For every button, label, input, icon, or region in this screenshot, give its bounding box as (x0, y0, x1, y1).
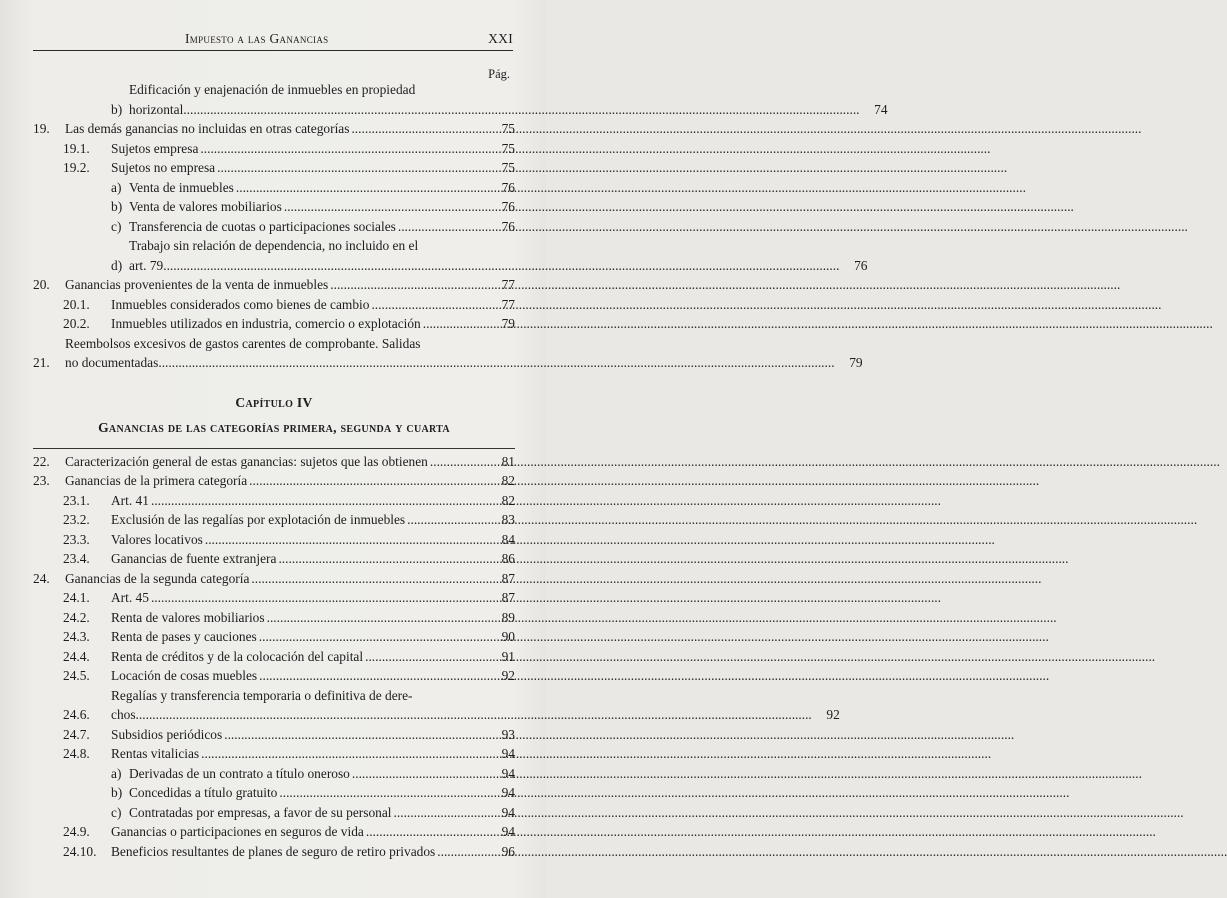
entry-title-line (129, 100, 860, 120)
entry-title (65, 334, 835, 373)
entry-page: 82 (501, 473, 515, 488)
toc-entry[interactable] (33, 783, 515, 803)
entry-title (111, 842, 487, 862)
entry-number: 23.4. (63, 551, 90, 566)
toc-entry[interactable] (33, 217, 515, 237)
entry-page: 89 (501, 609, 515, 625)
entry-page: 94 (501, 824, 515, 839)
running-title: Impuesto a las Ganancias (185, 31, 329, 46)
toc-entry[interactable] (33, 314, 515, 334)
entry-number: 24.1. (63, 590, 90, 605)
entry-title-line: Reembolsos excesivos de gastos carentes de comprobante. Salidas (65, 335, 421, 351)
leader-dots: .......................................................................................................................................................................................................... (183, 101, 860, 117)
entry-page: 77 (501, 277, 515, 292)
entry-title (129, 803, 487, 823)
entry-number: 24. (33, 570, 50, 586)
entry-title (129, 217, 487, 237)
entry-title-text: Ganancias de la primera categoría (65, 473, 248, 488)
toc-entry[interactable] (33, 275, 515, 295)
entry-title (111, 647, 487, 667)
entry-title-line: Edificación y enajenación de inmuebles en propiedad (129, 82, 416, 97)
entry-page: 79 (849, 355, 863, 370)
entry-title-text: Inmuebles considerados como bienes de cambio (111, 296, 370, 312)
leader-dots: .......................................................................................................................................................................................................... (163, 257, 840, 273)
entry-number: 23.2. (63, 512, 90, 527)
entry-number: b) (111, 199, 123, 214)
entry-page: 81 (501, 453, 515, 469)
entry-title-text: Contratadas por empresas, a favor de su personal (129, 804, 392, 820)
entry-title (111, 588, 487, 608)
entry-title (111, 627, 487, 647)
toc-section-top (33, 80, 888, 373)
entry-page: 94 (501, 746, 515, 761)
entry-page: 94 (501, 804, 515, 820)
entry-page: 96 (501, 843, 515, 859)
entry-title (111, 491, 487, 511)
entry-title-text: Venta de inmuebles (129, 179, 234, 195)
entry-title (111, 822, 487, 842)
entry-number: 24.5. (63, 668, 90, 683)
entry-title (111, 510, 487, 530)
toc-entry[interactable] (33, 295, 515, 315)
entry-page: 74 (874, 101, 888, 117)
entry-number: 24.10. (63, 843, 97, 859)
chapter-rule (33, 448, 515, 449)
entry-page: 87 (501, 590, 515, 605)
entry-page: 92 (826, 707, 840, 722)
entry-title (111, 295, 487, 315)
entry-title (129, 80, 860, 119)
entry-number: 24.7. (63, 726, 90, 742)
entry-number: 21. (33, 355, 50, 370)
entry-title (65, 471, 487, 491)
toc-entry[interactable] (33, 764, 515, 784)
entry-title (111, 686, 812, 725)
entry-number: 24.9. (63, 824, 90, 839)
toc-entry[interactable] (33, 549, 515, 569)
toc-entry[interactable] (33, 158, 515, 178)
entry-title (65, 275, 487, 295)
chapter-heading (33, 393, 515, 449)
entry-number: b) (111, 785, 123, 800)
entry-title (111, 530, 487, 550)
entry-title-line: Regalías y transferencia temporaria o definitiva de dere- (111, 687, 413, 703)
entry-page: 76 (501, 179, 515, 195)
toc-entry[interactable] (33, 530, 515, 550)
entry-title-text: Caracterización general de estas ganancias: sujetos que las obtienen (65, 453, 428, 469)
toc-entry[interactable] (33, 491, 515, 511)
toc-entry[interactable] (33, 744, 515, 764)
entry-number: 19. (33, 121, 50, 136)
chapter-title: Ganancias de las categorías primera, segunda y cuarta (98, 420, 450, 435)
entry-title-text: Art. 41 (111, 492, 149, 508)
entry-number: 20.2. (63, 316, 90, 331)
entry-number: a) (111, 179, 122, 195)
toc-entry[interactable] (33, 842, 515, 862)
entry-title-text: Ganancias o participaciones en seguros de vida (111, 824, 364, 839)
entry-title-text: Beneficios resultantes de planes de seguro de retiro privados (111, 843, 436, 859)
entry-page: 92 (501, 668, 515, 683)
entry-title-line: Trabajo sin relación de dependencia, no incluido en el (129, 238, 419, 253)
toc-entry[interactable] (33, 236, 868, 275)
entry-title (111, 549, 487, 569)
entry-title (129, 178, 487, 198)
entry-title-text: chos (111, 707, 136, 722)
toc-entry[interactable] (33, 197, 515, 217)
entry-page: 76 (501, 199, 515, 214)
entry-number: 24.2. (63, 609, 90, 625)
entry-title (129, 764, 487, 784)
entry-title-text: Subsidios periódicos (111, 726, 223, 742)
toc-entry[interactable] (33, 334, 863, 373)
toc-entry[interactable] (33, 686, 840, 725)
toc-entry[interactable] (33, 803, 515, 823)
entry-title (129, 197, 487, 217)
table-of-contents (33, 80, 888, 861)
entry-title-text: Concedidas a título gratuito (129, 785, 278, 800)
entry-page: 94 (501, 765, 515, 781)
entry-page: 86 (501, 551, 515, 566)
entry-title (111, 725, 487, 745)
entry-title-line (111, 705, 812, 725)
entry-page: 93 (501, 726, 515, 742)
entry-title (111, 744, 487, 764)
toc-entry[interactable] (33, 119, 515, 139)
entry-title (129, 236, 839, 275)
toc-entry[interactable] (33, 822, 515, 842)
entry-title-text: Art. 45 (111, 590, 149, 605)
header-rule (33, 50, 513, 51)
entry-title-text: Renta de pases y cauciones (111, 629, 257, 644)
toc-entry[interactable] (33, 725, 515, 745)
entry-number: 23. (33, 473, 50, 488)
entry-title (65, 569, 487, 589)
entry-title (65, 452, 487, 472)
chapter-label: Capítulo IV (235, 394, 313, 410)
toc-entry[interactable] (33, 80, 888, 119)
toc-entry[interactable] (33, 139, 515, 159)
leader-dots: .......................................................................................................................................................................................................... (158, 355, 835, 370)
entry-number: a) (111, 765, 122, 781)
toc-entry[interactable] (33, 588, 515, 608)
toc-entry[interactable] (33, 569, 515, 589)
entry-number: b) (111, 101, 123, 117)
entry-number: 24.8. (63, 746, 90, 761)
entry-page: 94 (501, 785, 515, 800)
entry-title-text: art. 79 (129, 257, 164, 273)
entry-title-text: Sujetos no empresa (111, 160, 216, 175)
entry-page: 91 (501, 648, 515, 664)
entry-title-text: Rentas vitalicias (111, 746, 200, 761)
toc-section-bottom (33, 452, 840, 862)
entry-number: 20. (33, 277, 50, 292)
entry-title-text: Renta de créditos y de la colocación del capital (111, 648, 364, 664)
entry-title (111, 139, 487, 159)
entry-number: 19.2. (63, 160, 90, 175)
entry-title-text: Ganancias de la segunda categoría (65, 570, 250, 586)
entry-number: 24.4. (63, 648, 90, 664)
entry-title-text: Las demás ganancias no incluidas en otras categorías (65, 121, 350, 136)
entry-number: 24.3. (63, 629, 90, 644)
entry-number: 22. (33, 453, 50, 469)
entry-number: 20.1. (63, 296, 90, 312)
toc-entry[interactable] (33, 452, 515, 472)
entry-page: 82 (501, 492, 515, 508)
entry-title-line (65, 353, 835, 373)
toc-entry[interactable] (33, 471, 515, 491)
entry-title-text: Inmuebles utilizados en industria, comercio o explotación (111, 316, 421, 331)
entry-page: 75 (501, 140, 515, 156)
entry-number: 23.1. (63, 492, 90, 508)
entry-title-text: Valores locativos (111, 531, 203, 547)
entry-title-text: Derivadas de un contrato a título oneroso (129, 765, 350, 781)
entry-title-text: Sujetos empresa (111, 140, 199, 156)
entry-number: d) (111, 257, 123, 273)
entry-page: 75 (501, 160, 515, 175)
entry-page: 84 (501, 531, 515, 547)
entry-number: 24.6. (63, 707, 90, 722)
entry-number: c) (111, 804, 122, 820)
entry-page: 79 (501, 316, 515, 331)
entry-title-text: horizontal (129, 101, 184, 117)
toc-entry[interactable] (33, 510, 515, 530)
entry-title (111, 608, 487, 628)
entry-title (111, 314, 487, 334)
toc-entry[interactable] (33, 627, 515, 647)
entry-page: 76 (501, 218, 515, 234)
entry-title-text: Locación de cosas muebles (111, 668, 258, 683)
toc-entry[interactable] (33, 666, 515, 686)
entry-page: 76 (854, 257, 868, 273)
entry-title-text: Ganancias provenientes de la venta de inmuebles (65, 277, 329, 292)
entry-number: c) (111, 218, 122, 234)
running-header (33, 31, 513, 49)
entry-title (129, 783, 487, 803)
entry-number: 19.1. (63, 140, 90, 156)
entry-title-text: Ganancias de fuente extranjera (111, 551, 277, 566)
toc-entry[interactable] (33, 178, 515, 198)
toc-entry[interactable] (33, 608, 515, 628)
entry-number: 23.3. (63, 531, 90, 547)
entry-page: 90 (501, 629, 515, 644)
entry-page: 87 (501, 570, 515, 586)
page-folio: XXI (488, 31, 513, 46)
leader-dots: .......................................................................................................................................................................................................... (135, 707, 812, 722)
toc-entry[interactable] (33, 647, 515, 667)
entry-title-text: Renta de valores mobiliarios (111, 609, 265, 625)
entry-title-text: Transferencia de cuotas o participaciones sociales (129, 218, 396, 234)
entry-title-text: no documentadas (65, 355, 159, 370)
entry-title-line (129, 256, 839, 276)
entry-title (65, 119, 487, 139)
entry-page: 77 (501, 296, 515, 312)
entry-title (111, 158, 487, 178)
entry-title-text: Venta de valores mobiliarios (129, 199, 282, 214)
entry-title-text: Exclusión de las regalías por explotación de inmuebles (111, 512, 406, 527)
entry-title (111, 666, 487, 686)
entry-page: 75 (501, 121, 515, 136)
entry-page: 83 (501, 512, 515, 527)
page-column-label: Pág. (488, 67, 510, 81)
